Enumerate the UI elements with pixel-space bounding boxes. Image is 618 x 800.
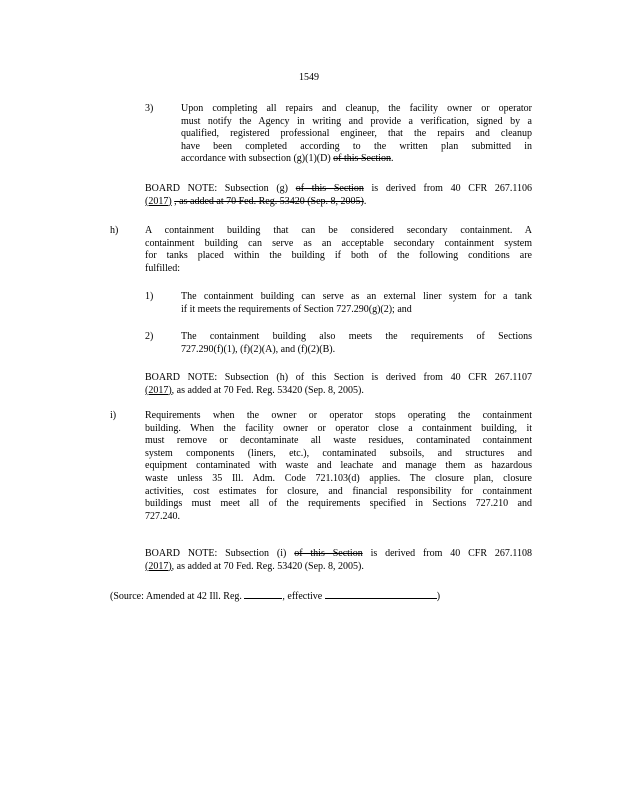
text-line <box>145 385 532 398</box>
text-segment: . <box>390 153 394 165</box>
text-segment: . <box>363 195 367 207</box>
text-line: Requirements when the owner or operator stops operating the containment <box>145 410 532 421</box>
text-line: waste unless 35 Ill. Adm. Code 721.103(d) applies. The closure plan, closure <box>145 472 532 484</box>
effective-date-blank <box>325 589 437 599</box>
text-line: must remove or decontaminate all waste residues, contaminated containment <box>145 435 532 447</box>
text-line <box>145 561 532 574</box>
item-h-text <box>145 225 532 275</box>
struck-text: of this Section <box>333 153 391 165</box>
underlined-text: (2017) <box>145 384 172 396</box>
text-line: BOARD NOTE: Subsection (h) of this Section is derived from 40 CFR 267.1107 <box>145 372 532 383</box>
text-line: have been completed according to the written plan submitted in <box>181 140 532 152</box>
item-i-text <box>145 410 532 523</box>
text-line: system components (liners, etc.), contaminated subsoils, and structures and <box>145 447 532 459</box>
page-number: 1549 <box>299 72 319 83</box>
item-i-label: i) <box>110 410 117 421</box>
text-segment: accordance with subsection (g)(1)(D) <box>181 153 331 165</box>
underlined-text: (2017) <box>145 560 172 572</box>
text-line: activities, cost estimates for closure, and financial responsibility for containment <box>145 485 532 497</box>
text-segment: BOARD NOTE: Subsection (i) <box>145 548 287 559</box>
text-line <box>181 153 532 166</box>
struck-text: of this Section <box>295 183 364 194</box>
text-line: A containment building that can be considered secondary containment. A <box>145 225 532 236</box>
text-line: for tanks placed within the building if both of the following conditions are <box>145 250 532 262</box>
item-h2-label: 2) <box>145 331 154 342</box>
item-h1-text <box>181 291 532 316</box>
text-line <box>145 196 532 209</box>
text-line <box>145 183 532 196</box>
source-prefix: (Source: Amended at 42 Ill. Reg. <box>110 591 242 602</box>
item-3-text <box>181 103 532 166</box>
text-line: must notify the Agency in writing and provide a verification, signed by a <box>181 115 532 127</box>
text-segment: BOARD NOTE: Subsection (g) <box>145 183 289 194</box>
text-segment: is derived from 40 CFR 267.1108 <box>370 548 532 559</box>
text-line: equipment contaminated with waste and leachate and manage them as hazardous <box>145 460 532 472</box>
item-h2-text <box>181 331 532 356</box>
item-h-label: h) <box>110 225 119 236</box>
text-line: 727.240. <box>145 510 180 522</box>
text-line: buildings must meet all of the requirements specified in Sections 727.210 and <box>145 498 532 510</box>
source-middle: , effective <box>282 591 323 602</box>
struck-text: , as added at 70 Fed. Reg. 53420 (Sep. 8, 2005) <box>174 195 364 207</box>
board-note-h <box>145 372 532 397</box>
text-line: containment building can serve as an acceptable secondary containment system <box>145 237 532 249</box>
text-line: The containment building can serve as an external liner system for a tank <box>181 291 532 302</box>
item-h1-label: 1) <box>145 291 154 302</box>
text-line: if it meets the requirements of Section 727.290(g)(2); and <box>181 303 412 315</box>
text-segment: is derived from 40 CFR 267.1106 <box>371 183 533 194</box>
text-line: 727.290(f)(1), (f)(2)(A), and (f)(2)(B). <box>181 343 336 355</box>
text-line: Upon completing all repairs and cleanup, the facility owner or operator <box>181 103 532 114</box>
text-segment: , as added at 70 Fed. Reg. 53420 (Sep. 8, 2005). <box>171 560 364 572</box>
item-3-label: 3) <box>145 103 154 114</box>
source-end: ) <box>436 591 441 602</box>
text-line: qualified, registered professional engineer, that the repairs and cleanup <box>181 128 532 140</box>
text-line: building. When the facility owner or operator close a containment building, it <box>145 422 532 434</box>
underlined-text: (2017) <box>145 195 172 207</box>
source-line <box>110 589 540 604</box>
text-line: fulfilled: <box>145 262 180 274</box>
register-blank <box>244 589 282 599</box>
board-note-i <box>145 548 532 573</box>
text-segment: , as added at 70 Fed. Reg. 53420 (Sep. 8, 2005). <box>171 384 364 396</box>
board-note-g <box>145 183 532 208</box>
text-line: The containment building also meets the requirements of Sections <box>181 331 532 342</box>
text-line <box>145 548 532 561</box>
struck-text: of this Section <box>294 548 363 559</box>
